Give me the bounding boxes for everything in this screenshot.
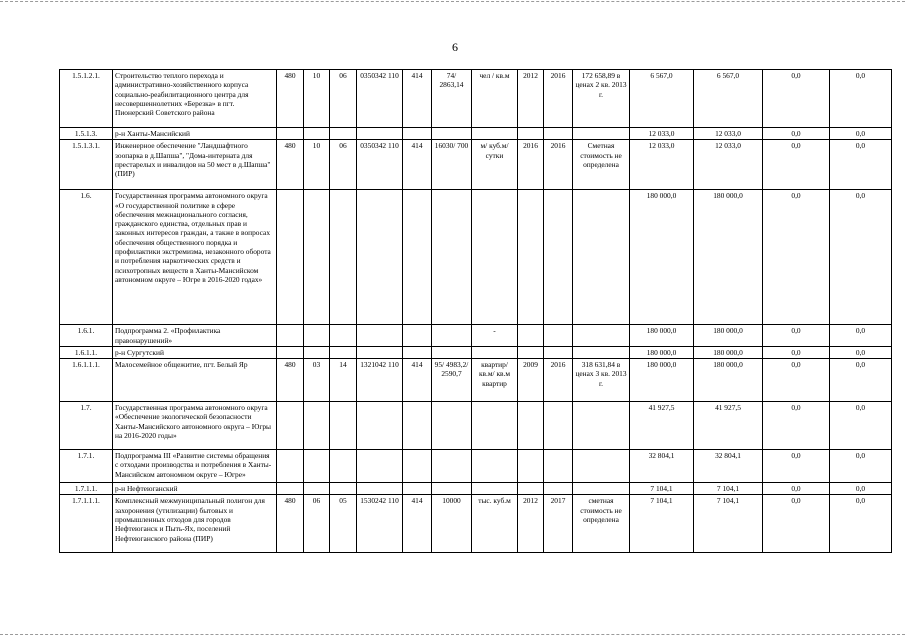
object-name-cell: Строительство теплого перехода и административно-хозяйственного корпуса социально-реабилитационного центра для несовершеннолетних «Березка» в пгт. Пионерский Советского района — [113, 70, 277, 128]
start-year-cell — [518, 402, 544, 450]
page-number: 6 — [452, 40, 458, 54]
start-year-cell: 2016 — [518, 140, 544, 190]
target-code-cell: 0350342 110 — [357, 70, 403, 128]
budget-2016-cell: 180 000,0 — [694, 346, 763, 358]
target-code-cell: 1530242 110 — [357, 495, 403, 553]
subsection-code-cell — [330, 346, 357, 358]
target-code-cell — [357, 402, 403, 450]
ministry-code-cell: 480 — [277, 70, 304, 128]
start-year-cell — [518, 346, 544, 358]
section-code-cell: 10 — [304, 140, 330, 190]
total-2016-cell: 7 104,1 — [630, 495, 694, 553]
table-row — [60, 128, 892, 140]
subsection-code-cell: 05 — [330, 495, 357, 553]
end-year-cell — [544, 128, 573, 140]
budget-2016-cell: 12 033,0 — [694, 128, 763, 140]
row-number-cell: 1.7.1.1.1. — [60, 495, 113, 553]
table-row — [60, 70, 892, 128]
row-number-cell: 1.7. — [60, 402, 113, 450]
section-code-cell — [304, 128, 330, 140]
object-name-cell: Комплексный межмуниципальный полигон для захоронения (утилизации) бытовых и промышленных отходов для городов Нефтеюганск и Пыть-Ях, поселений Нефтеюганского района (ПИР) — [113, 495, 277, 553]
unit-cell — [472, 450, 518, 483]
total-2016-cell: 32 804,1 — [630, 450, 694, 483]
total-2016-cell: 180 000,0 — [630, 346, 694, 358]
unit-cell — [472, 190, 518, 325]
object-name-cell: Подпрограмма III «Развитие системы обращения с отходами производства и потребления в Ханты-Мансийском автономном округе – Югре» — [113, 450, 277, 483]
capacity-cell — [432, 325, 472, 347]
unit-cell — [472, 402, 518, 450]
local-2016-cell: 0,0 — [763, 70, 830, 128]
object-name-cell: Малосемейное общежитие, пгт. Белый Яр — [113, 359, 277, 402]
expense-type-cell: 414 — [403, 359, 432, 402]
budget-table — [59, 69, 892, 553]
target-code-cell — [357, 190, 403, 325]
budget-2016-cell: 6 567,0 — [694, 70, 763, 128]
ministry-code-cell — [277, 190, 304, 325]
total-2016-cell: 7 104,1 — [630, 483, 694, 495]
row-number-cell: 1.5.1.3.1. — [60, 140, 113, 190]
subsection-code-cell — [330, 325, 357, 347]
row-number-cell: 1.6.1.1. — [60, 346, 113, 358]
subsection-code-cell — [330, 128, 357, 140]
section-code-cell — [304, 483, 330, 495]
scan-top-edge — [0, 1, 905, 2]
capacity-cell: 95/ 4983,2/ 2590,7 — [432, 359, 472, 402]
capacity-cell — [432, 450, 472, 483]
unit-cell: - — [472, 325, 518, 347]
end-year-cell — [544, 190, 573, 325]
ministry-code-cell — [277, 402, 304, 450]
estimated-cost-cell — [573, 450, 630, 483]
target-code-cell: 1321042 110 — [357, 359, 403, 402]
section-code-cell: 03 — [304, 359, 330, 402]
estimated-cost-cell — [573, 402, 630, 450]
expense-type-cell: 414 — [403, 140, 432, 190]
row-number-cell: 1.5.1.3. — [60, 128, 113, 140]
end-year-cell — [544, 450, 573, 483]
unit-cell — [472, 128, 518, 140]
capacity-cell — [432, 483, 472, 495]
local-2016-cell: 0,0 — [763, 128, 830, 140]
other-2016-cell: 0,0 — [830, 450, 892, 483]
target-code-cell — [357, 483, 403, 495]
object-name-cell: р-н Сургутский — [113, 346, 277, 358]
row-number-cell: 1.6. — [60, 190, 113, 325]
row-number-cell: 1.6.1.1.1. — [60, 359, 113, 402]
row-number-cell: 1.7.1.1. — [60, 483, 113, 495]
object-name-cell: Государственная программа автономного округа «О государственной политике в сфере обеспечения межнационального согласия, гражданского единства, отдельных прав и законных интересов граждан, а также в вопросах обеспечения общественного порядка и профилактики экстремизма, незаконного оборота и потребления наркотических средств и психотропных веществ в Ханты-Мансийском автономном округе – Югре в 2016-2020 годах» — [113, 190, 277, 325]
end-year-cell: 2016 — [544, 359, 573, 402]
ministry-code-cell: 480 — [277, 359, 304, 402]
scan-bottom-edge — [0, 634, 905, 635]
estimated-cost-cell: 172 658,89 в ценах 2 кв. 2013 г. — [573, 70, 630, 128]
start-year-cell — [518, 128, 544, 140]
ministry-code-cell: 480 — [277, 140, 304, 190]
capacity-cell: 16030/ 700 — [432, 140, 472, 190]
capacity-cell — [432, 402, 472, 450]
unit-cell — [472, 346, 518, 358]
section-code-cell — [304, 190, 330, 325]
start-year-cell: 2012 — [518, 70, 544, 128]
section-code-cell: 10 — [304, 70, 330, 128]
budget-2016-cell: 32 804,1 — [694, 450, 763, 483]
subsection-code-cell — [330, 190, 357, 325]
target-code-cell — [357, 346, 403, 358]
table-row — [60, 402, 892, 450]
ministry-code-cell: 480 — [277, 495, 304, 553]
object-name-cell: Подпрограмма 2. «Профилактика правонарушений» — [113, 325, 277, 347]
other-2016-cell: 0,0 — [830, 359, 892, 402]
expense-type-cell — [403, 325, 432, 347]
capacity-cell: 10000 — [432, 495, 472, 553]
section-code-cell — [304, 346, 330, 358]
other-2016-cell: 0,0 — [830, 495, 892, 553]
expense-type-cell — [403, 402, 432, 450]
total-2016-cell: 180 000,0 — [630, 190, 694, 325]
estimated-cost-cell: 318 631,84 в ценах 3 кв. 2013 г. — [573, 359, 630, 402]
ministry-code-cell — [277, 450, 304, 483]
section-code-cell — [304, 325, 330, 347]
table-row — [60, 495, 892, 553]
estimated-cost-cell: сметная стоимость не определена — [573, 495, 630, 553]
expense-type-cell — [403, 190, 432, 325]
subsection-code-cell — [330, 402, 357, 450]
estimated-cost-cell — [573, 346, 630, 358]
row-number-cell: 1.6.1. — [60, 325, 113, 347]
total-2016-cell: 180 000,0 — [630, 359, 694, 402]
unit-cell: квартир/ кв.м/ кв.м квартир — [472, 359, 518, 402]
local-2016-cell: 0,0 — [763, 190, 830, 325]
local-2016-cell: 0,0 — [763, 359, 830, 402]
local-2016-cell: 0,0 — [763, 402, 830, 450]
start-year-cell: 2009 — [518, 359, 544, 402]
ministry-code-cell — [277, 128, 304, 140]
budget-2016-cell: 41 927,5 — [694, 402, 763, 450]
budget-2016-cell: 180 000,0 — [694, 325, 763, 347]
ministry-code-cell — [277, 483, 304, 495]
total-2016-cell: 180 000,0 — [630, 325, 694, 347]
local-2016-cell: 0,0 — [763, 495, 830, 553]
unit-cell: чел / кв.м — [472, 70, 518, 128]
ministry-code-cell — [277, 346, 304, 358]
capacity-cell — [432, 346, 472, 358]
start-year-cell — [518, 450, 544, 483]
table-row — [60, 346, 892, 358]
estimated-cost-cell — [573, 483, 630, 495]
ministry-code-cell — [277, 325, 304, 347]
local-2016-cell: 0,0 — [763, 346, 830, 358]
estimated-cost-cell: Сметная стоимость не определена — [573, 140, 630, 190]
budget-2016-cell: 180 000,0 — [694, 190, 763, 325]
local-2016-cell: 0,0 — [763, 450, 830, 483]
end-year-cell — [544, 402, 573, 450]
expense-type-cell — [403, 346, 432, 358]
object-name-cell: р-н Нефтеюганский — [113, 483, 277, 495]
budget-2016-cell: 12 033,0 — [694, 140, 763, 190]
total-2016-cell: 41 927,5 — [630, 402, 694, 450]
unit-cell — [472, 483, 518, 495]
other-2016-cell: 0,0 — [830, 140, 892, 190]
estimated-cost-cell — [573, 128, 630, 140]
expense-type-cell: 414 — [403, 495, 432, 553]
unit-cell: м/ куб.м/ сутки — [472, 140, 518, 190]
object-name-cell: р-н Ханты-Мансийский — [113, 128, 277, 140]
expense-type-cell — [403, 450, 432, 483]
end-year-cell: 2016 — [544, 70, 573, 128]
target-code-cell: 0350342 110 — [357, 140, 403, 190]
end-year-cell: 2016 — [544, 140, 573, 190]
section-code-cell: 06 — [304, 495, 330, 553]
other-2016-cell: 0,0 — [830, 70, 892, 128]
table-row — [60, 140, 892, 190]
total-2016-cell: 12 033,0 — [630, 140, 694, 190]
expense-type-cell: 414 — [403, 70, 432, 128]
table-row — [60, 483, 892, 495]
table-row — [60, 190, 892, 325]
table-body — [60, 70, 892, 553]
budget-2016-cell: 7 104,1 — [694, 495, 763, 553]
expense-type-cell — [403, 128, 432, 140]
subsection-code-cell — [330, 450, 357, 483]
table-row — [60, 325, 892, 347]
start-year-cell — [518, 190, 544, 325]
subsection-code-cell: 06 — [330, 140, 357, 190]
end-year-cell — [544, 325, 573, 347]
start-year-cell: 2012 — [518, 495, 544, 553]
other-2016-cell: 0,0 — [830, 402, 892, 450]
estimated-cost-cell — [573, 325, 630, 347]
object-name-cell: Инженерное обеспечение "Ландшафтного зоопарка в д.Шапша", "Дома-интерната для престарелых и инвалидов на 50 мест в д.Шапша" (ПИР) — [113, 140, 277, 190]
subsection-code-cell: 14 — [330, 359, 357, 402]
target-code-cell — [357, 325, 403, 347]
capacity-cell — [432, 128, 472, 140]
end-year-cell — [544, 483, 573, 495]
start-year-cell — [518, 483, 544, 495]
estimated-cost-cell — [573, 190, 630, 325]
other-2016-cell: 0,0 — [830, 483, 892, 495]
other-2016-cell: 0,0 — [830, 190, 892, 325]
end-year-cell — [544, 346, 573, 358]
subsection-code-cell — [330, 483, 357, 495]
local-2016-cell: 0,0 — [763, 483, 830, 495]
capacity-cell — [432, 190, 472, 325]
budget-2016-cell: 7 104,1 — [694, 483, 763, 495]
other-2016-cell: 0,0 — [830, 128, 892, 140]
total-2016-cell: 6 567,0 — [630, 70, 694, 128]
row-number-cell: 1.7.1. — [60, 450, 113, 483]
subsection-code-cell: 06 — [330, 70, 357, 128]
total-2016-cell: 12 033,0 — [630, 128, 694, 140]
other-2016-cell: 0,0 — [830, 346, 892, 358]
other-2016-cell: 0,0 — [830, 325, 892, 347]
capacity-cell: 74/ 2863,14 — [432, 70, 472, 128]
start-year-cell — [518, 325, 544, 347]
object-name-cell: Государственная программа автономного округа «Обеспечение экологической безопасности Ханты-Мансийского автономного округа – Югры на 2016-2020 годы» — [113, 402, 277, 450]
end-year-cell: 2017 — [544, 495, 573, 553]
unit-cell: тыс. куб.м — [472, 495, 518, 553]
target-code-cell — [357, 128, 403, 140]
expense-type-cell — [403, 483, 432, 495]
section-code-cell — [304, 450, 330, 483]
row-number-cell: 1.5.1.2.1. — [60, 70, 113, 128]
budget-2016-cell: 180 000,0 — [694, 359, 763, 402]
local-2016-cell: 0,0 — [763, 140, 830, 190]
table-row — [60, 450, 892, 483]
section-code-cell — [304, 402, 330, 450]
target-code-cell — [357, 450, 403, 483]
local-2016-cell: 0,0 — [763, 325, 830, 347]
table-row — [60, 359, 892, 402]
